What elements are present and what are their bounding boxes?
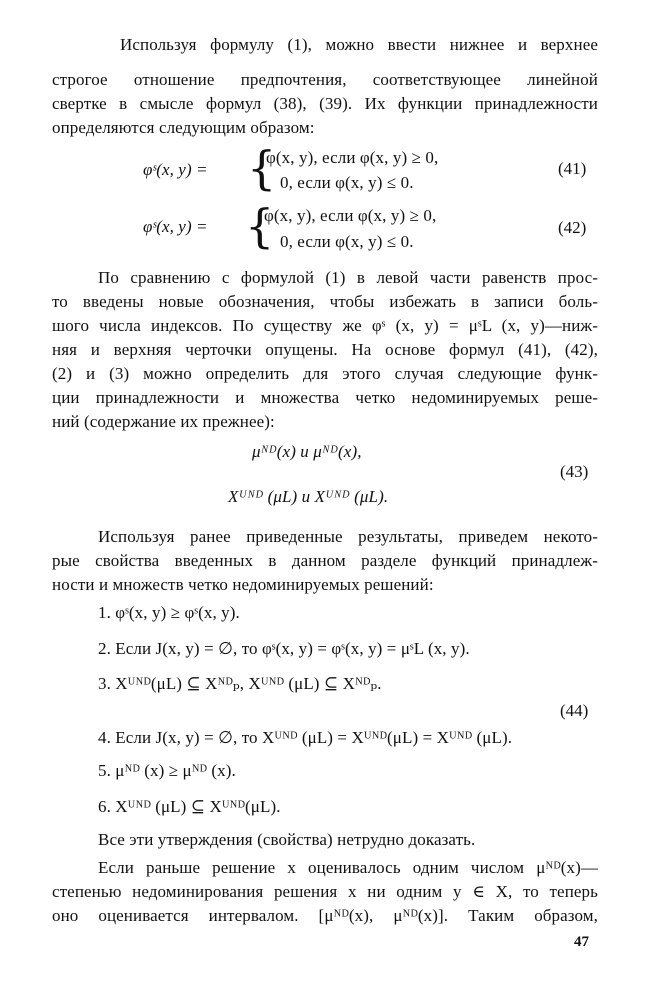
- eq43-line-1: μᴺᴰ(x) и μᴺᴰ(x),: [252, 442, 362, 461]
- paragraph-3-line-1: Используя ранее приведенные результаты, приведем некото-: [98, 527, 598, 546]
- paragraph-1-line-2: строгое отношение предпочтения, соответствующее линейной: [52, 70, 598, 89]
- paragraph-2-line-3: шого числа индексов. По существу же φˢ (x, y) = μˢL (x, y)—ниж-: [52, 316, 598, 335]
- paragraph-3-line-3: ности и множеств четко недоминируемых решений:: [52, 575, 434, 594]
- paragraph-4: Все эти утверждения (свойства) нетрудно доказать.: [98, 830, 476, 849]
- eq43-line-2: Xᵁᴺᴰ (μL) и Xᵁᴺᴰ (μL).: [228, 487, 389, 506]
- list-44-number: (44): [560, 701, 589, 720]
- paragraph-2-line-2: то введены новые обозначения, чтобы избежать в записи боль-: [52, 292, 598, 311]
- eq42-case-1: φ(x, y), если φ(x, y) ≥ 0,: [264, 206, 437, 225]
- eq41-case-2: 0, если φ(x, y) ≤ 0.: [280, 173, 414, 192]
- paragraph-1-line-1: Используя формулу (1), можно ввести нижнее и верхнее: [120, 35, 598, 54]
- eq43-number: (43): [560, 462, 589, 481]
- eq41-brace: {: [247, 141, 277, 195]
- paragraph-5-line-1: Если раньше решение x оценивалось одним числом μᴺᴰ(x)—: [98, 858, 598, 877]
- paragraph-1-line-3: свертке в смысле формул (38), (39). Их функции принадлежности: [52, 94, 598, 113]
- paragraph-5-line-2: степенью недоминирования решения x ни одним y ∈ X, то теперь: [52, 882, 598, 901]
- paragraph-2-line-5: (2) и (3) можно определить для этого случая следующие функ-: [52, 364, 598, 383]
- eq42-brace: {: [245, 199, 275, 253]
- paragraph-2-line-6: ции принадлежности и множества четко недоминируемых реше-: [52, 388, 598, 407]
- list-44-item-6: 6. Xᵁᴺᴰ (μL) ⊆ Xᵁᴺᴰ(μL).: [98, 797, 281, 816]
- eq41-lhs: φˢ(x, y) =: [143, 160, 208, 179]
- paragraph-2-line-1: По сравнению с формулой (1) в левой части равенств прос-: [98, 268, 598, 287]
- eq42-number: (42): [558, 218, 587, 237]
- eq41-case-1: φ(x, y), если φ(x, y) ≥ 0,: [266, 148, 439, 167]
- paragraph-5-line-3: оно оценивается интервалом. [μᴺᴰ(x), μᴺᴰ(x)]. Таким образом,: [52, 906, 598, 925]
- paragraph-3-line-2: рые свойства введенных в данном разделе функций принадлеж-: [52, 551, 598, 570]
- list-44-item-5: 5. μᴺᴰ (x) ≥ μᴺᴰ (x).: [98, 761, 236, 780]
- eq42-case-2: 0, если φ(x, y) ≤ 0.: [280, 232, 414, 251]
- paragraph-2-line-4: няя и верхняя черточки опущены. На основе формул (41), (42),: [52, 340, 598, 359]
- paragraph-2-line-7: ний (содержание их прежнее):: [52, 412, 275, 431]
- paragraph-1-line-4: определяются следующим образом:: [52, 118, 315, 137]
- list-44-item-4: 4. Если J(x, y) = ∅, то Xᵁᴺᴰ (μL) = Xᵁᴺᴰ(μL) = Xᵁᴺᴰ (μL).: [98, 728, 513, 747]
- list-44-item-1: 1. φˢ(x, y) ≥ φˢ(x, y).: [98, 603, 240, 622]
- eq41-number: (41): [558, 159, 587, 178]
- eq42-lhs: φˢ(x, y) =: [143, 217, 208, 236]
- list-44-item-2: 2. Если J(x, y) = ∅, то φˢ(x, y) = φˢ(x, y) = μˢL (x, y).: [98, 639, 470, 658]
- list-44-item-3: 3. Xᵁᴺᴰ(μL) ⊆ Xᴺᴰₚ, Xᵁᴺᴰ (μL) ⊆ Xᴺᴰₚ.: [98, 674, 382, 693]
- page-number: 47: [574, 934, 589, 950]
